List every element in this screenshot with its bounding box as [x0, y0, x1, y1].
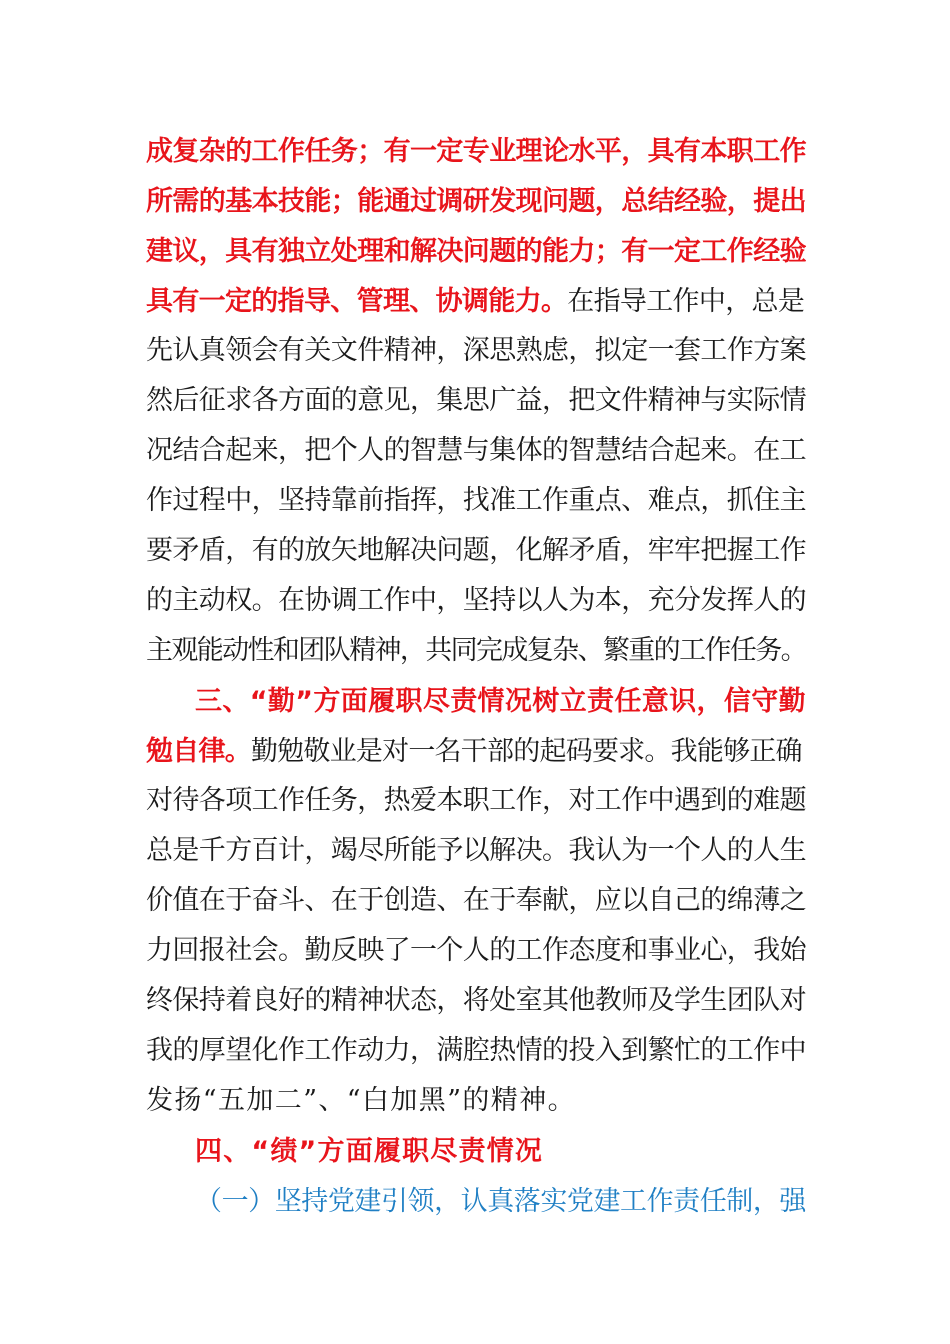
text-line-8 [146, 483, 806, 519]
text-line-17 [146, 933, 806, 969]
emphasis-text: 所需的基本技能；能通过调研发现问题，总结经验，提出 [146, 186, 806, 217]
text-line-9 [146, 533, 806, 569]
section-heading-text: 三、“勤”方面履职尽责情况树立责任意识，信守勤 [195, 686, 806, 717]
text-line-3 [146, 233, 806, 269]
emphasis-text: 具有一定的指导、管理、协调能力。 [146, 286, 568, 317]
subsection-heading-1 [195, 1183, 806, 1219]
text-line-19 [146, 1033, 806, 1069]
text-line-13 [146, 733, 806, 769]
body-text: 在指导工作中，总是 [567, 286, 805, 317]
body-text: 对待各项工作任务，热爱本职工作，对工作中遇到的难题 [146, 785, 806, 816]
text-line-15 [146, 833, 806, 869]
emphasis-text: 成复杂的工作任务；有一定专业理论水平，具有本职工作 [146, 136, 806, 167]
body-text: 先认真领会有关文件精神，深思熟虑，拟定一套工作方案 [146, 335, 806, 366]
body-text: 勤勉敬业是对一名干部的起码要求。我能够正确 [250, 736, 802, 767]
body-text: 总是千方百计，竭尽所能予以解决。我认为一个人的人生 [146, 835, 806, 866]
text-line-16 [146, 883, 806, 919]
section-heading-text: 四、“绩”方面履职尽责情况 [195, 1136, 544, 1167]
subsection-heading-text: （一）坚持党建引领，认真落实党建工作责任制，强 [195, 1186, 806, 1217]
text-line-18 [146, 983, 806, 1019]
body-text: 力回报社会。勤反映了一个人的工作态度和事业心，我始 [146, 935, 806, 966]
text-line-2 [146, 183, 806, 219]
text-line-10 [146, 583, 806, 619]
emphasis-text: 建议，具有独立处理和解决问题的能力；有一定工作经验 [146, 236, 806, 267]
body-text: 我的厚望化作工作动力，满腔热情的投入到繁忙的工作中 [146, 1035, 806, 1066]
body-text: 终保持着良好的精神状态，将处室其他教师及学生团队对 [146, 985, 806, 1016]
text-line-14 [146, 783, 806, 819]
emphasis-text: 勉自律。 [146, 736, 251, 767]
section-heading-3 [195, 683, 806, 719]
body-text: 价值在于奋斗、在于创造、在于奉献，应以自己的绵薄之 [146, 885, 806, 916]
section-heading-4 [195, 1133, 806, 1169]
body-text: 然后征求各方面的意见，集思广益，把文件精神与实际情 [146, 385, 806, 416]
text-line-5 [146, 333, 806, 369]
body-text: 的主动权。在协调工作中，坚持以人为本，充分发挥人的 [146, 585, 806, 616]
text-line-4 [146, 283, 806, 319]
body-text: 要矛盾，有的放矢地解决问题，化解矛盾，牢牢把握工作 [146, 535, 806, 566]
text-line-1 [146, 133, 806, 169]
body-text: 主观能动性和团队精神，共同完成复杂、繁重的工作任务。 [146, 635, 806, 666]
text-line-7 [146, 433, 806, 469]
text-line-11 [146, 633, 806, 669]
text-line-6 [146, 383, 806, 419]
body-text: 作过程中，坚持靠前指挥，找准工作重点、难点，抓住主 [146, 485, 806, 516]
text-line-20 [146, 1083, 806, 1119]
body-text: 况结合起来，把个人的智慧与集体的智慧结合起来。在工 [146, 435, 806, 466]
body-text: 发扬“五加二”、“白加黑”的精神。 [146, 1085, 577, 1116]
